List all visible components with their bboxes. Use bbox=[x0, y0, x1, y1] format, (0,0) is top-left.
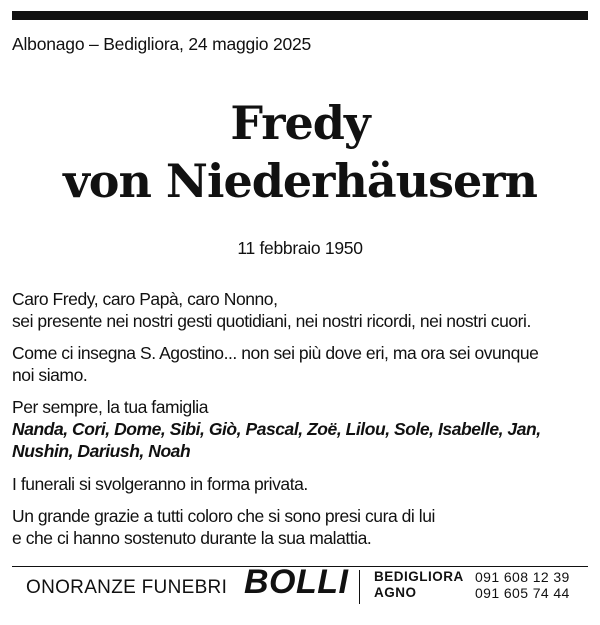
deceased-last-name: von Niederhäusern bbox=[63, 154, 537, 208]
deceased-first-name: Fredy bbox=[230, 96, 370, 150]
footer-divider bbox=[359, 570, 360, 604]
message-line: I funerali si svolgeranno in forma privata. bbox=[12, 474, 308, 494]
message-line: e che ci hanno sostenuto durante la sua malattia. bbox=[12, 528, 372, 548]
location-bedigliora: BEDIGLIORA bbox=[374, 569, 464, 584]
phone-agno: 091 605 74 44 bbox=[475, 585, 570, 601]
message-paragraph-greeting bbox=[12, 288, 592, 332]
location-agno: AGNO bbox=[374, 585, 417, 600]
message-paragraph-quote bbox=[12, 342, 592, 386]
message-line: Caro Fredy, caro Papà, caro Nonno, bbox=[12, 289, 278, 309]
funeral-home-label: ONORANZE FUNEBRI bbox=[26, 577, 228, 598]
place-date: Albonago – Bedigliora, 24 maggio 2025 bbox=[12, 34, 312, 54]
funeral-home-brand: BOLLI bbox=[244, 563, 349, 601]
message-line: Un grande grazie a tutti coloro che si sono presi cura di lui bbox=[12, 506, 435, 526]
message-paragraph-thanks bbox=[12, 505, 592, 549]
message-paragraph-family bbox=[12, 396, 592, 462]
family-names-line: Nushin, Dariush, Noah bbox=[12, 441, 191, 461]
message-line: noi siamo. bbox=[12, 365, 88, 385]
top-rule bbox=[12, 11, 588, 20]
family-names-line: Nanda, Cori, Dome, Sibi, Giò, Pascal, Zoë, Lilou, Sole, Isabelle, Jan, bbox=[12, 419, 541, 439]
message-line: sei presente nei nostri gesti quotidiani, nei nostri ricordi, nei nostri cuori. bbox=[12, 311, 531, 331]
phone-bedigliora: 091 608 12 39 bbox=[475, 569, 570, 585]
birth-date: 11 febbraio 1950 bbox=[237, 238, 363, 258]
message-line: Come ci insegna S. Agostino... non sei più dove eri, ma ora sei ovunque bbox=[12, 343, 539, 363]
message-line: Per sempre, la tua famiglia bbox=[12, 397, 208, 417]
message-paragraph-funeral bbox=[12, 473, 592, 495]
